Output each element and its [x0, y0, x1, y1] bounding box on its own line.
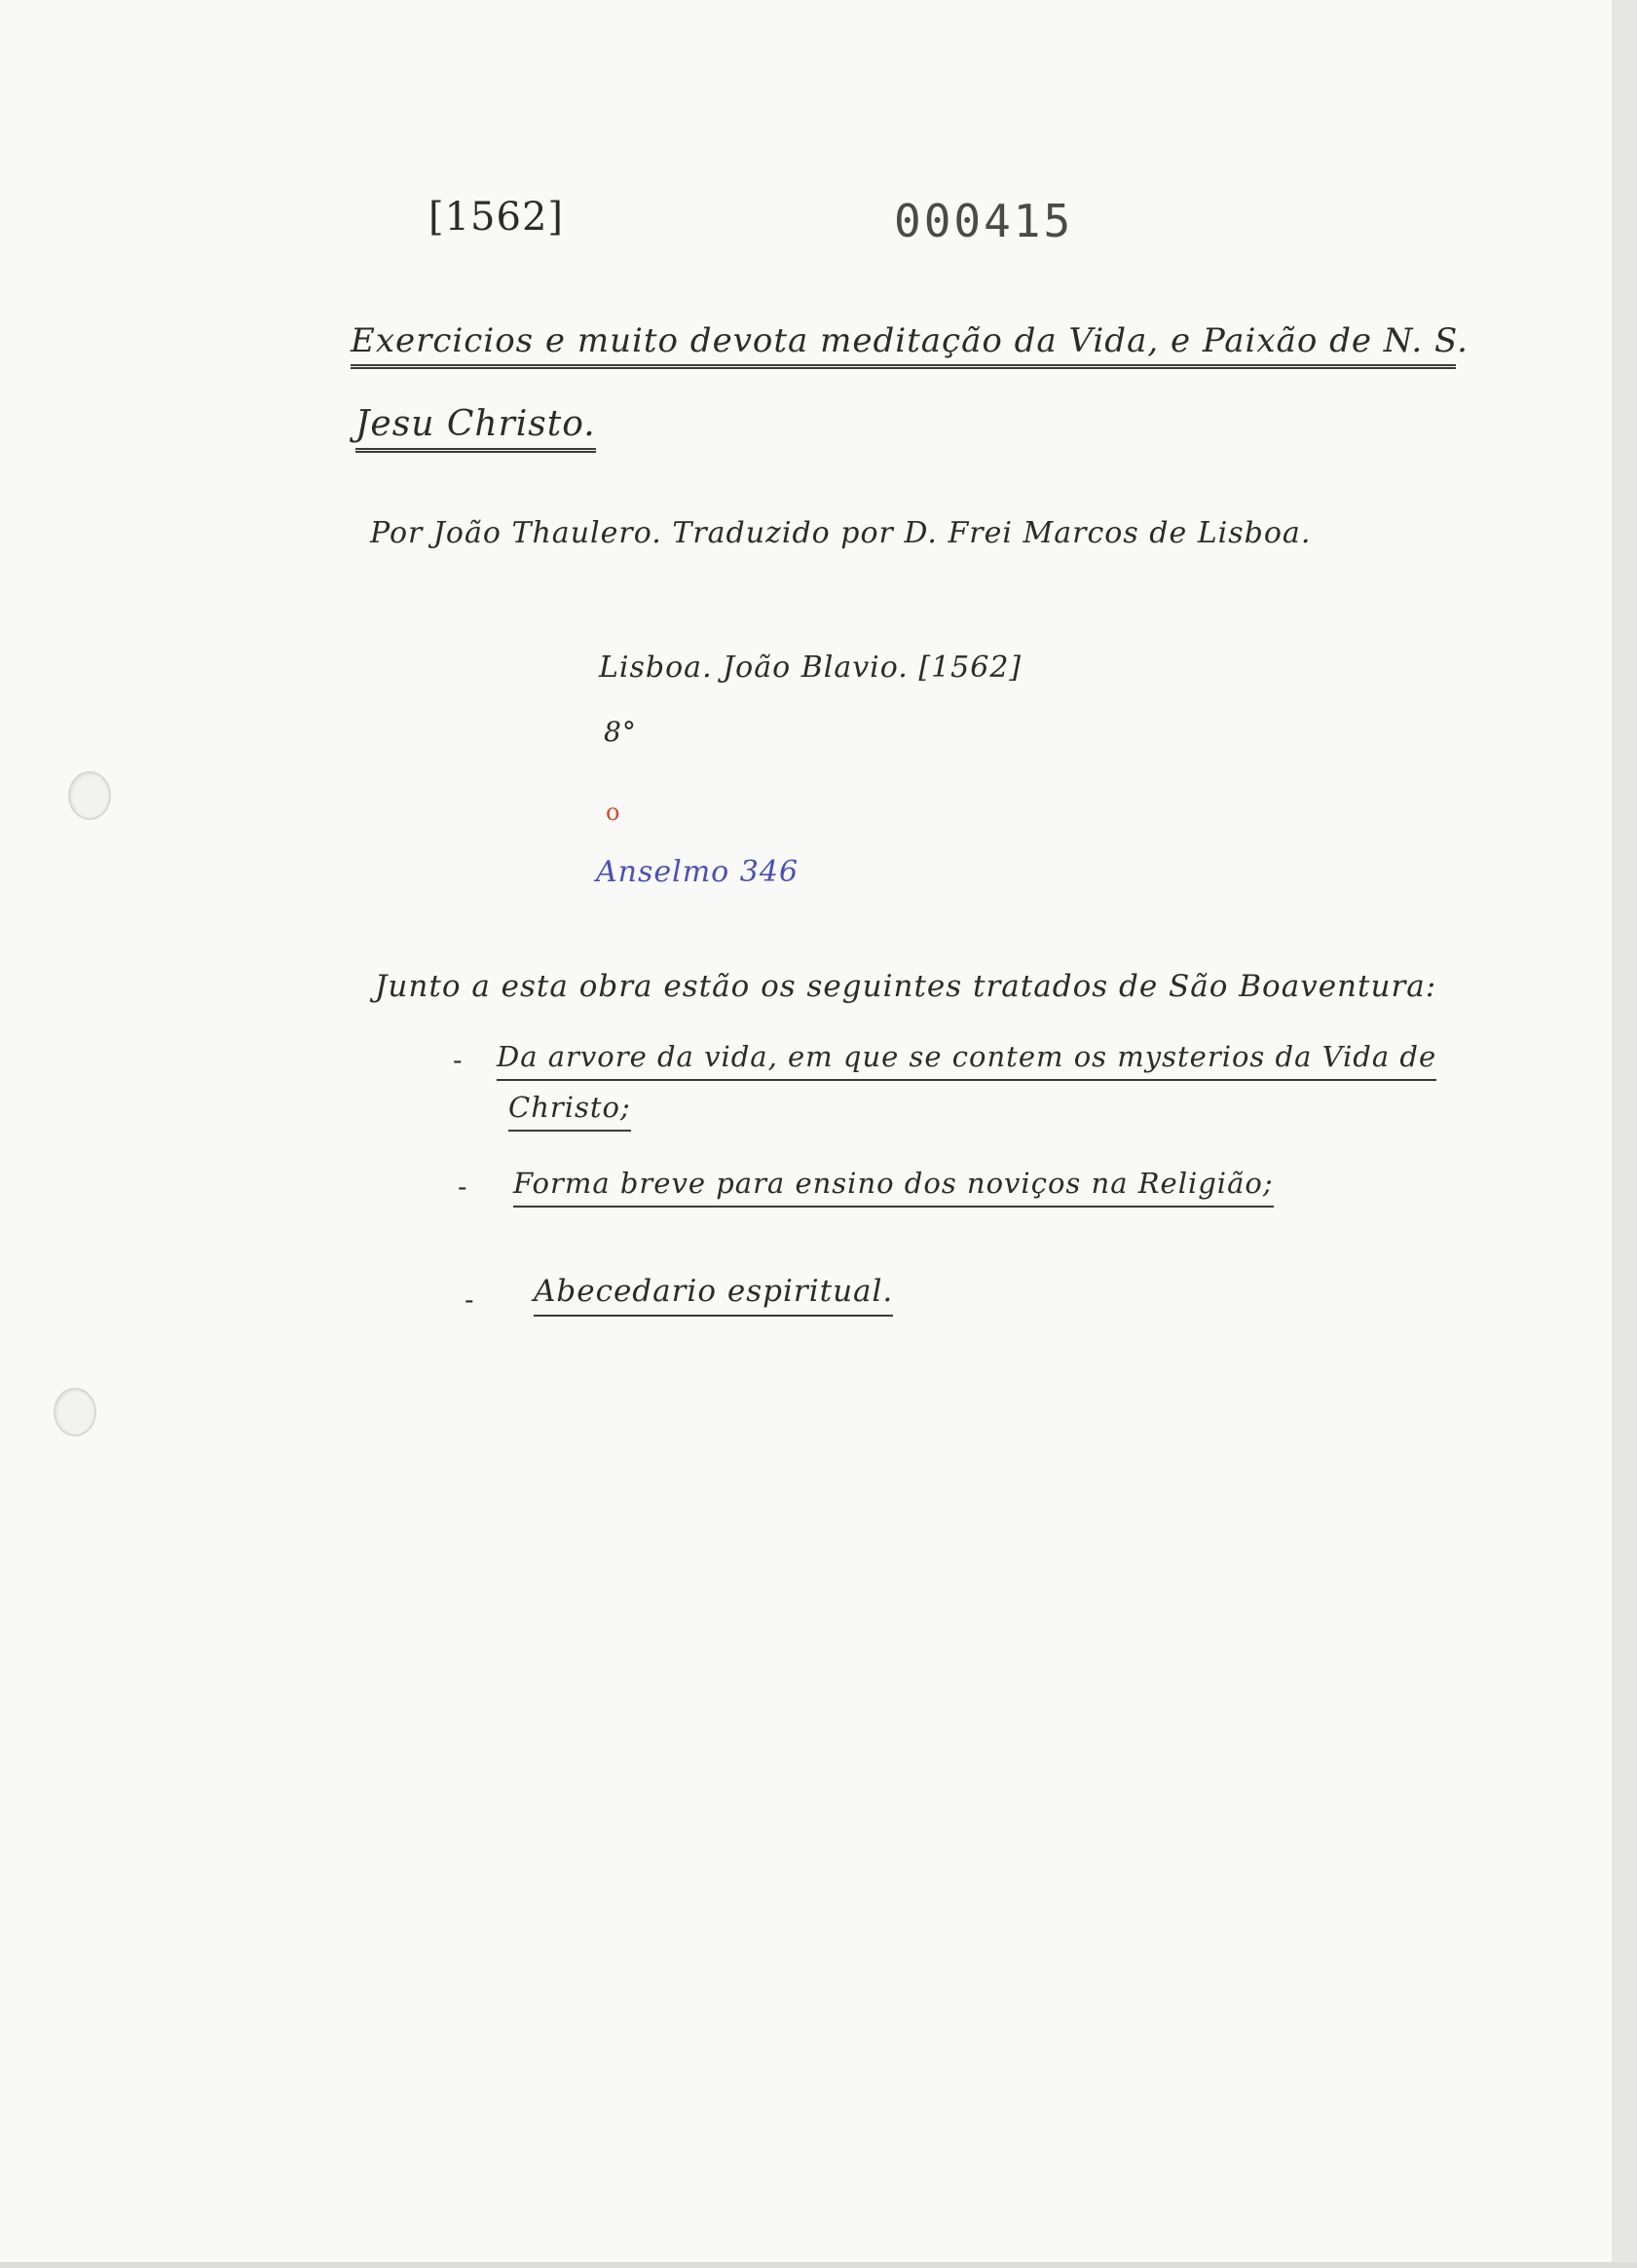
- treatise-1-line-1: Da arvore da vida, em que se contem os mysterios da Vida de: [497, 1040, 1436, 1081]
- list-dash: -: [465, 1283, 474, 1316]
- stamp-number: 000415: [894, 195, 1074, 247]
- author-translator-line: Por João Thaulero. Traduzido por D. Frei Marcos de Lisboa.: [370, 516, 1312, 550]
- imprint-line: Lisboa. João Blavio. [1562]: [599, 651, 1023, 685]
- red-circle-mark: o: [606, 799, 621, 826]
- title-line-2: Jesu Christo.: [355, 404, 596, 453]
- header-date: [1562]: [428, 195, 565, 240]
- format-line: 8°: [604, 716, 637, 748]
- list-dash: -: [458, 1171, 467, 1203]
- treatise-3: Abecedario espiritual.: [534, 1274, 893, 1317]
- treatise-1-line-2: Christo;: [508, 1091, 631, 1132]
- list-dash: -: [453, 1044, 463, 1076]
- title-line-1: Exercicios e muito devota meditação da Vida, e Paixão de N. S.: [351, 321, 1456, 369]
- treatises-intro: Junto a esta obra estão os seguintes tratados de São Boaventura:: [375, 969, 1437, 1004]
- page-bottom-edge: [0, 2262, 1637, 2268]
- page-edge: [1612, 0, 1637, 2268]
- punch-hole-upper: [68, 771, 111, 820]
- treatise-2: Forma breve para ensino dos noviços na Religião;: [513, 1167, 1274, 1208]
- bibliographic-reference: Anselmo 346: [596, 855, 800, 889]
- punch-hole-lower: [54, 1388, 96, 1436]
